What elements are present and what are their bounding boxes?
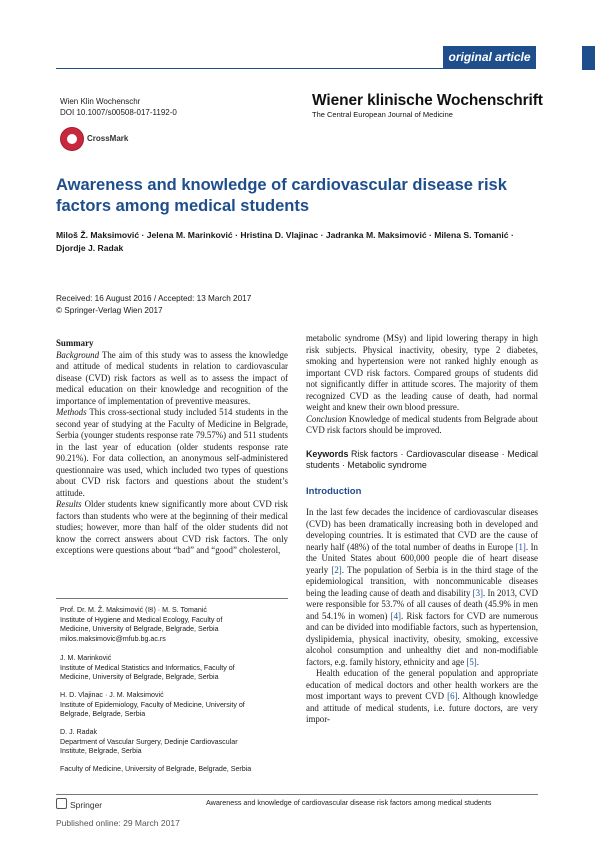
article-dates (56, 293, 251, 317)
affiliation-line: Medicine, University of Belgrade, Belgrade, Serbia (60, 625, 219, 634)
springer-horse-icon (56, 798, 67, 809)
intro-text: Health education of the general population and appropriate education of medical doctors and other health workers are the most important ways to prevent CVD (306, 668, 538, 701)
crossmark-badge[interactable] (60, 127, 170, 151)
affiliation-line: Medicine, University of Belgrade, Belgrade, Serbia (60, 673, 219, 682)
intro-paragraph-2 (306, 668, 538, 726)
summary-results-cont: metabolic syndrome (MSy) and lipid lowering therapy in high risk subjects. Physical inactivity, obesity, type 2 diabetes, smoking and hypertension were not ranked highly enough as important CVD risk factors. Compared groups of students did not significantly differ in attitude scores. The majority of them recognized CVD as the leading cause of death, had normal weight and knew their own blood pressure. (306, 333, 538, 412)
summary-section (56, 338, 288, 557)
reference-link[interactable]: [5] (466, 656, 477, 667)
reference-link[interactable]: [4] (390, 610, 402, 621)
authors-line: Djordje J. Radak (56, 243, 124, 253)
footer-rule (56, 794, 538, 795)
affiliation-line: H. D. Vlajinac · J. M. Maksimović (60, 691, 164, 699)
journal-short-name: Wien Klin Wochenschr (60, 97, 141, 106)
footnote-rule (56, 598, 288, 599)
journal-logo (312, 92, 543, 120)
affiliation (60, 606, 288, 644)
introduction-heading: Introduction (306, 485, 362, 497)
article-type-badge: original article (443, 46, 536, 68)
summary-background (56, 350, 288, 408)
keywords-label: Keywords (306, 448, 349, 459)
summary-heading: Summary (56, 338, 94, 348)
publisher-name: Springer (70, 800, 103, 810)
crossmark-icon (60, 127, 84, 151)
affiliation-line: J. M. Marinković (60, 654, 112, 662)
affiliation-line: Belgrade, Belgrade, Serbia (60, 710, 146, 719)
intro-text: . Risk factors for CVD are numerous and can be divided into modifiable factors, such as hypertension, dyslipidemia, physical inactivity, obesity, smoking, excessive alcohol consumption and unhealthy diet and non-modifiable factors, e.g. family history, ethnicity and age (306, 610, 538, 667)
summary-conclusion (306, 414, 538, 437)
affiliation-line: Institute of Epidemiology, Faculty of Medicine, University of (60, 700, 245, 709)
right-column (306, 333, 538, 726)
title-line: factors among medical students (56, 197, 310, 215)
keywords-text: Risk factors · Cardiovascular disease · Medical students · Metabolic syndrome (306, 448, 538, 470)
label-methods: Methods (56, 407, 87, 417)
author-list (56, 229, 538, 255)
intro-text: . The population of Serbia is in the third stage of the epidemiological transition, with noncommunicable diseases being the leading cause of death and disability (306, 564, 538, 598)
affiliation-line: Faculty of Medicine, University of Belgrade, Belgrade, Serbia (60, 765, 252, 773)
email-link[interactable]: milos.maksimovic@mfub.bg.ac.rs (60, 634, 166, 643)
journal-name: Wiener klinische Wochenschrift (312, 92, 543, 109)
affiliation-line: Institute of Medical Statistics and Informatics, Faculty of (60, 663, 235, 672)
intro-text: . In 2013, CVD were responsible for 53.7% of all causes of death (45.9% in men and 54.1% in women) (306, 587, 538, 621)
article-title (56, 175, 526, 217)
affiliation (60, 691, 288, 720)
journal-subtitle: The Central European Journal of Medicine (312, 110, 453, 119)
intro-text: . (476, 656, 479, 667)
authors-line: Miloš Ž. Maksimović · Jelena M. Marinković · Hristina D. Vlajinac · Jadranka M. Maksimović · Milena S. Tomanić · (56, 230, 514, 240)
received-date: Received: 16 August 2016 / Accepted: 13 March 2017 (56, 294, 252, 303)
affiliation (60, 654, 288, 683)
edge-tab (582, 46, 595, 70)
affiliation-line: Institute of Hygiene and Medical Ecology, Faculty of (60, 615, 223, 624)
intro-text: . In the United States about 600,000 people die of heart disease yearly (306, 541, 538, 575)
reference-link[interactable]: [6] (447, 691, 458, 701)
doi-link[interactable]: DOI 10.1007/s00508-017-1192-0 (60, 108, 177, 117)
affiliation-line: Department of Vascular Surgery, Dedinje Cardiovascular (60, 737, 238, 746)
affiliation-line: Institute, Belgrade, Serbia (60, 747, 142, 756)
affiliation-line: D. J. Radak (60, 728, 98, 736)
crossmark-label: CrossMark (87, 134, 129, 143)
copyright: © Springer-Verlag Wien 2017 (56, 306, 163, 315)
affiliation (60, 728, 288, 757)
header-rule (56, 68, 536, 69)
text-background: The aim of this study was to assess the knowledge and attitude of medical students in relation to cardiovascular disease (CVD) risk factors as well as to assess the impact of medical education on their knowledge and recognition of the importance of implementation of preventive measures. (56, 349, 288, 406)
reference-link[interactable]: [1] (515, 541, 526, 552)
published-date: Published online: 29 March 2017 (56, 818, 180, 828)
journal-meta (60, 96, 177, 118)
summary-methods (56, 407, 288, 499)
text-results: Older students knew significantly more about CVD risk factors than students who were at the beginning of their medical studies; however, more than half of the older students did not know the correct answers about CVD risk factors. The only exceptions were questions about “bad” and “good” cholesterol, (56, 499, 288, 555)
label-results: Results (56, 499, 82, 509)
running-title: Awareness and knowledge of cardiovascular disease risk factors among medical students (206, 798, 492, 807)
publisher-logo (56, 798, 102, 810)
affiliation (60, 765, 288, 775)
intro-text: In the last few decades the incidence of cardiovascular diseases (CVD) has been dramatically increasing both in developed and developing countries. It is estimated that CVD are the cause of nearly half (48%) of the total number of deaths in Europe (306, 507, 538, 552)
affiliation-line: Prof. Dr. M. Ž. Maksimović (✉) · M. S. Tomanić (60, 606, 207, 614)
text-conclusion: Knowledge of medical students from Belgrade about CVD risk factors should be improved. (306, 413, 538, 435)
keywords (306, 449, 538, 472)
intro-text: . Although knowledge and attitude of medical students, i.e. future doctors, are very impor- (306, 691, 538, 724)
reference-link[interactable]: [3] (472, 587, 483, 598)
text-methods: This cross-sectional study included 514 students in the second year of studying at the Faculty of Medicine in Belgrade, Serbia (younger students response rate 79.57%) and 511 students in the last year of education (older students response rate 90.21%). For data collection, an anonymous self-administered questionnaire was used, which included two types of questions about CVD risk factors and questions about the student’s attitude. (56, 407, 288, 498)
label-conclusion: Conclusion (306, 413, 347, 424)
label-background: Background (56, 349, 100, 360)
reference-link[interactable]: [2] (331, 564, 342, 575)
title-line: Awareness and knowledge of cardiovascular disease risk (56, 176, 507, 194)
intro-paragraph-1 (306, 507, 538, 668)
summary-results (56, 499, 288, 557)
